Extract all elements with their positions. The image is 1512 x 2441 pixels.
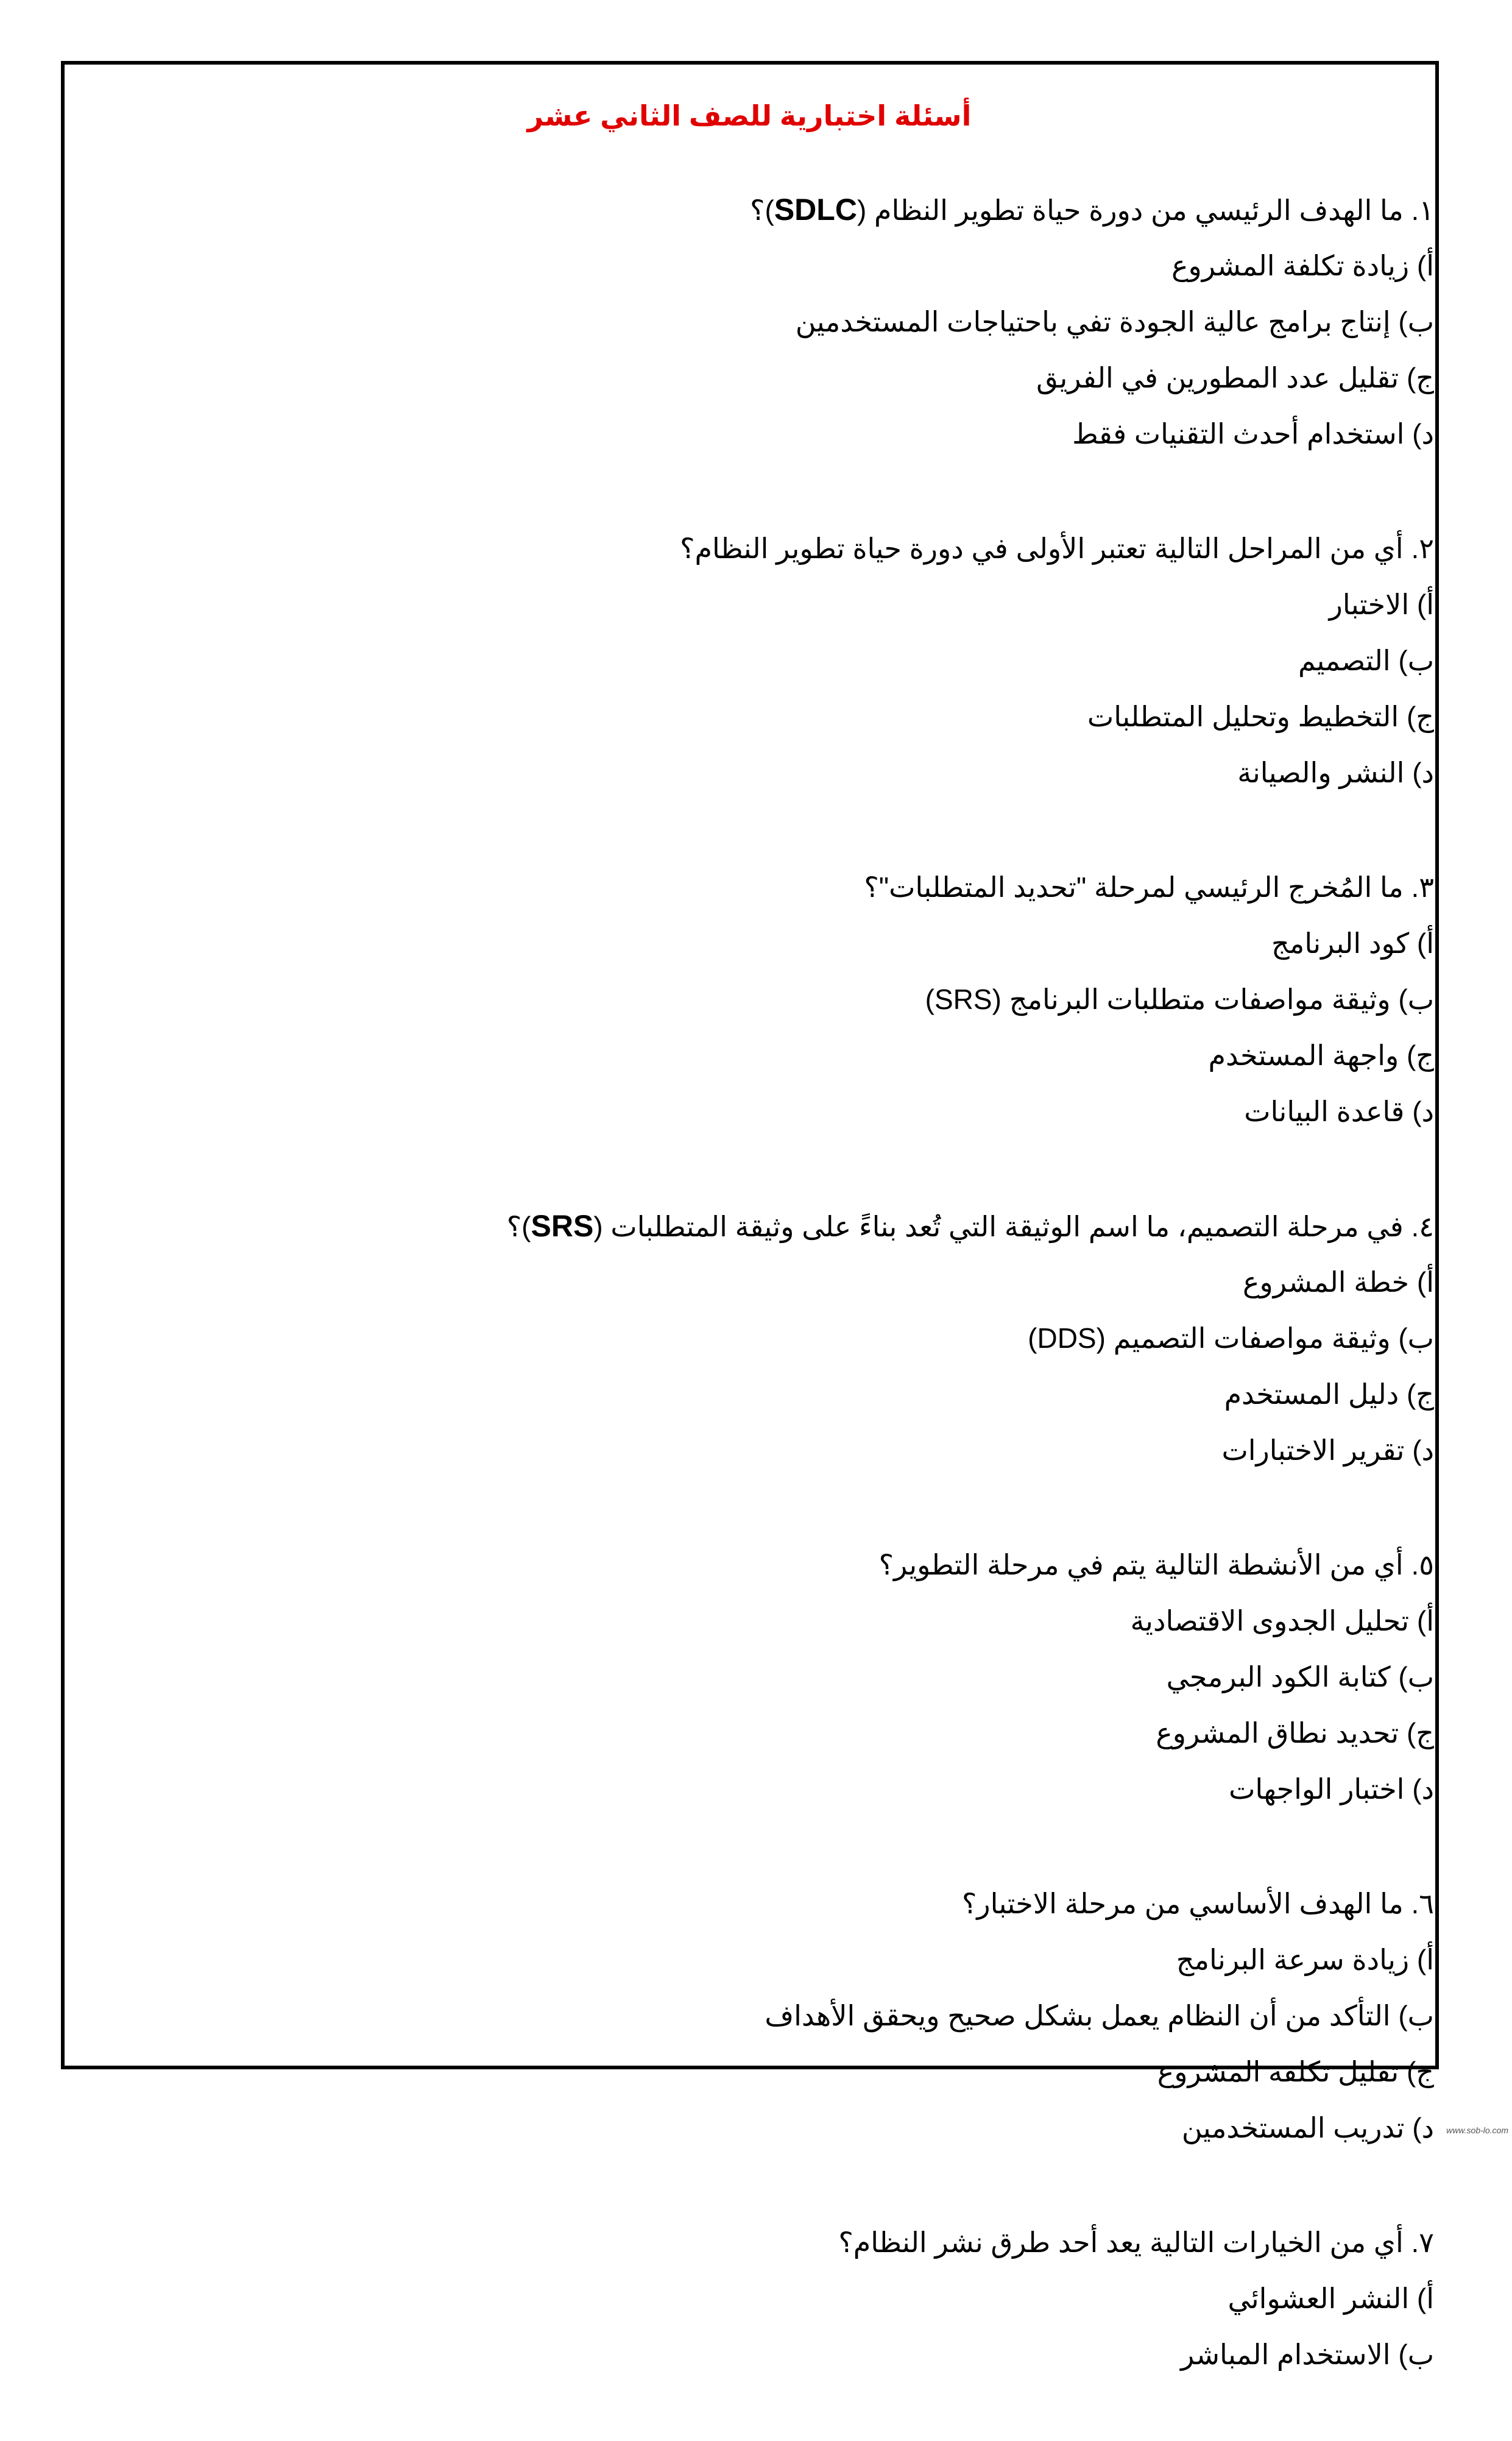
option-c: ج) تقليل تكلفة المشروع [1157,2056,1434,2088]
option-d: د) استخدام أحدث التقنيات فقط [1072,418,1434,450]
option-b: ب) إنتاج برامج عالية الجودة تفي باحتياجات المستخدمين [795,306,1434,338]
option-d: د) اختبار الواجهات [1229,1773,1434,1805]
option-a: أ) زيادة تكلفة المشروع [1171,250,1434,282]
question-suffix: )؟ [750,194,774,226]
option-c: ج) تقليل عدد المطورين في الفريق [1036,362,1434,394]
question-text [155,1198,1434,1254]
question-6 [155,1876,1434,2156]
option-d: د) تقرير الاختبارات [1221,1434,1434,1466]
question-5 [155,1537,1434,1817]
option-b: ب) التأكد من أن النظام يعمل بشكل صحيح ويحقق الأهداف [765,2000,1434,2032]
question-text: ٥. أي من الأنشطة التالية يتم في مرحلة التطوير؟ [878,1549,1434,1581]
option-a: أ) زيادة سرعة البرنامج [1176,1944,1434,1975]
question-4 [155,1198,1434,1478]
question-text [155,182,1434,238]
question-text: ٣. ما المُخرج الرئيسي لمرحلة "تحديد المتطلبات"؟ [864,871,1434,903]
question-text: ٧. أي من الخيارات التالية يعد أحد طرق نشر النظام؟ [838,2227,1434,2258]
option-b: ب) كتابة الكود البرمجي [1166,1661,1434,1693]
question-1 [155,182,1434,462]
option-d: د) تدريب المستخدمين [1181,2112,1434,2144]
option-a: أ) تحليل الجدوى الاقتصادية [1130,1605,1434,1637]
question-3 [155,859,1434,1139]
option-b: ب) وثيقة مواصفات التصميم (DDS) [1028,1322,1434,1354]
option-a: أ) النشر العشوائي [1228,2283,1434,2314]
watermark: www.sob-lo.com [1446,2125,1508,2135]
question-text: ٦. ما الهدف الأساسي من مرحلة الاختبار؟ [962,1888,1434,1919]
option-c: ج) واجهة المستخدم [1208,1040,1434,1071]
option-c: ج) التخطيط وتحليل المتطلبات [1087,701,1434,732]
question-suffix: )؟ [506,1211,531,1242]
option-a: أ) كود البرنامج [1271,927,1434,959]
question-abbr: SDLC [774,193,857,227]
question-abbr: SRS [531,1209,594,1243]
questions-list [155,182,1434,2441]
option-d: د) النشر والصيانة [1237,757,1434,788]
question-2 [155,520,1434,801]
option-b: ب) وثيقة مواصفات متطلبات البرنامج (SRS) [925,983,1434,1015]
option-b: ب) الاستخدام المباشر [1181,2339,1434,2370]
question-text: ٢. أي من المراحل التالية تعتبر الأولى في دورة حياة تطوير النظام؟ [680,533,1434,564]
option-c: ج) دليل المستخدم [1224,1378,1434,1410]
question-prefix: ١. ما الهدف الرئيسي من دورة حياة تطوير النظام ( [857,194,1434,226]
option-a: أ) خطة المشروع [1243,1266,1434,1298]
option-b: ب) التصميم [1298,645,1434,676]
question-prefix: ٤. في مرحلة التصميم، ما اسم الوثيقة التي تُعد بناءً على وثيقة المتطلبات ( [593,1211,1434,1242]
page-title: أسئلة اختبارية للصف الثاني عشر [527,100,972,132]
question-7 [155,2214,1434,2383]
option-d: د) قاعدة البيانات [1244,1096,1434,1127]
option-a: أ) الاختبار [1329,589,1434,620]
option-c: ج) تحديد نطاق المشروع [1156,1717,1434,1749]
